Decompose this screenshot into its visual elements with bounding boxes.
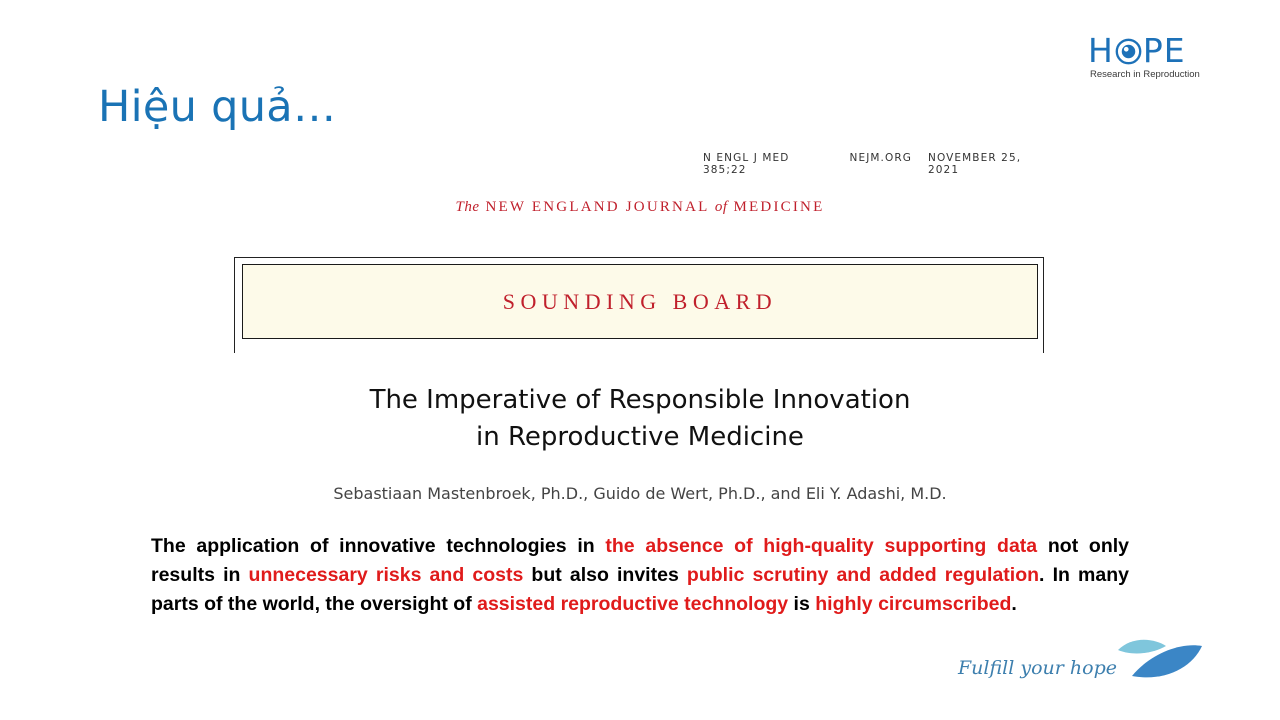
slide-title: Hiệu quả… — [98, 82, 337, 132]
eye-circle-icon — [1115, 38, 1142, 65]
quote-text: but also invites — [523, 564, 687, 586]
logo-letter-h: H — [1088, 31, 1114, 70]
article-title-line2: in Reproductive Medicine — [476, 422, 804, 452]
quote-text: not only results in — [151, 535, 1129, 586]
logo-wordmark — [1088, 31, 1208, 70]
citation-site: NEJM.ORG — [849, 152, 912, 164]
article-title — [0, 382, 1280, 456]
logo-subtitle: Research in Reproduction — [1090, 69, 1200, 80]
quote-highlight: highly circumscribed — [815, 593, 1012, 615]
section-box — [242, 264, 1038, 339]
citation-line — [703, 152, 1053, 176]
logo-letters-pe: PE — [1142, 31, 1186, 70]
quote-text: . In many parts of the world, the oversight of — [151, 564, 1129, 615]
journal-the: The — [455, 199, 480, 215]
article-title-line1: The Imperative of Responsible Innovation — [369, 385, 911, 415]
hope-logo — [1088, 31, 1208, 80]
journal-part2: MEDICINE — [733, 199, 825, 215]
journal-of: of — [714, 199, 728, 215]
journal-part1: NEW ENGLAND JOURNAL — [485, 199, 709, 215]
journal-name — [0, 199, 1280, 216]
quote-text: The application of innovative technologies in — [151, 535, 606, 557]
quote-highlight: unnecessary risks and costs — [248, 564, 524, 586]
footer-tagline: Fulfill your hope — [958, 657, 1117, 679]
section-label: SOUNDING BOARD — [502, 288, 778, 314]
quote-paragraph — [151, 532, 1129, 619]
quote-highlight: public scrutiny and added regulation — [686, 564, 1040, 586]
quote-text: . — [1011, 593, 1017, 615]
article-authors: Sebastiaan Mastenbroek, Ph.D., Guido de Wert, Ph.D., and Eli Y. Adashi, M.D. — [333, 484, 947, 503]
quote-highlight: assisted reproductive technology — [477, 593, 789, 615]
quote-highlight: the absence of high-quality supporting data — [605, 535, 1038, 557]
quote-text: is — [788, 593, 816, 615]
citation-date: NOVEMBER 25, 2021 — [927, 152, 1022, 176]
citation-volume: N ENGL J MED 385;22 — [703, 152, 790, 176]
leaf-icon — [1114, 636, 1204, 682]
